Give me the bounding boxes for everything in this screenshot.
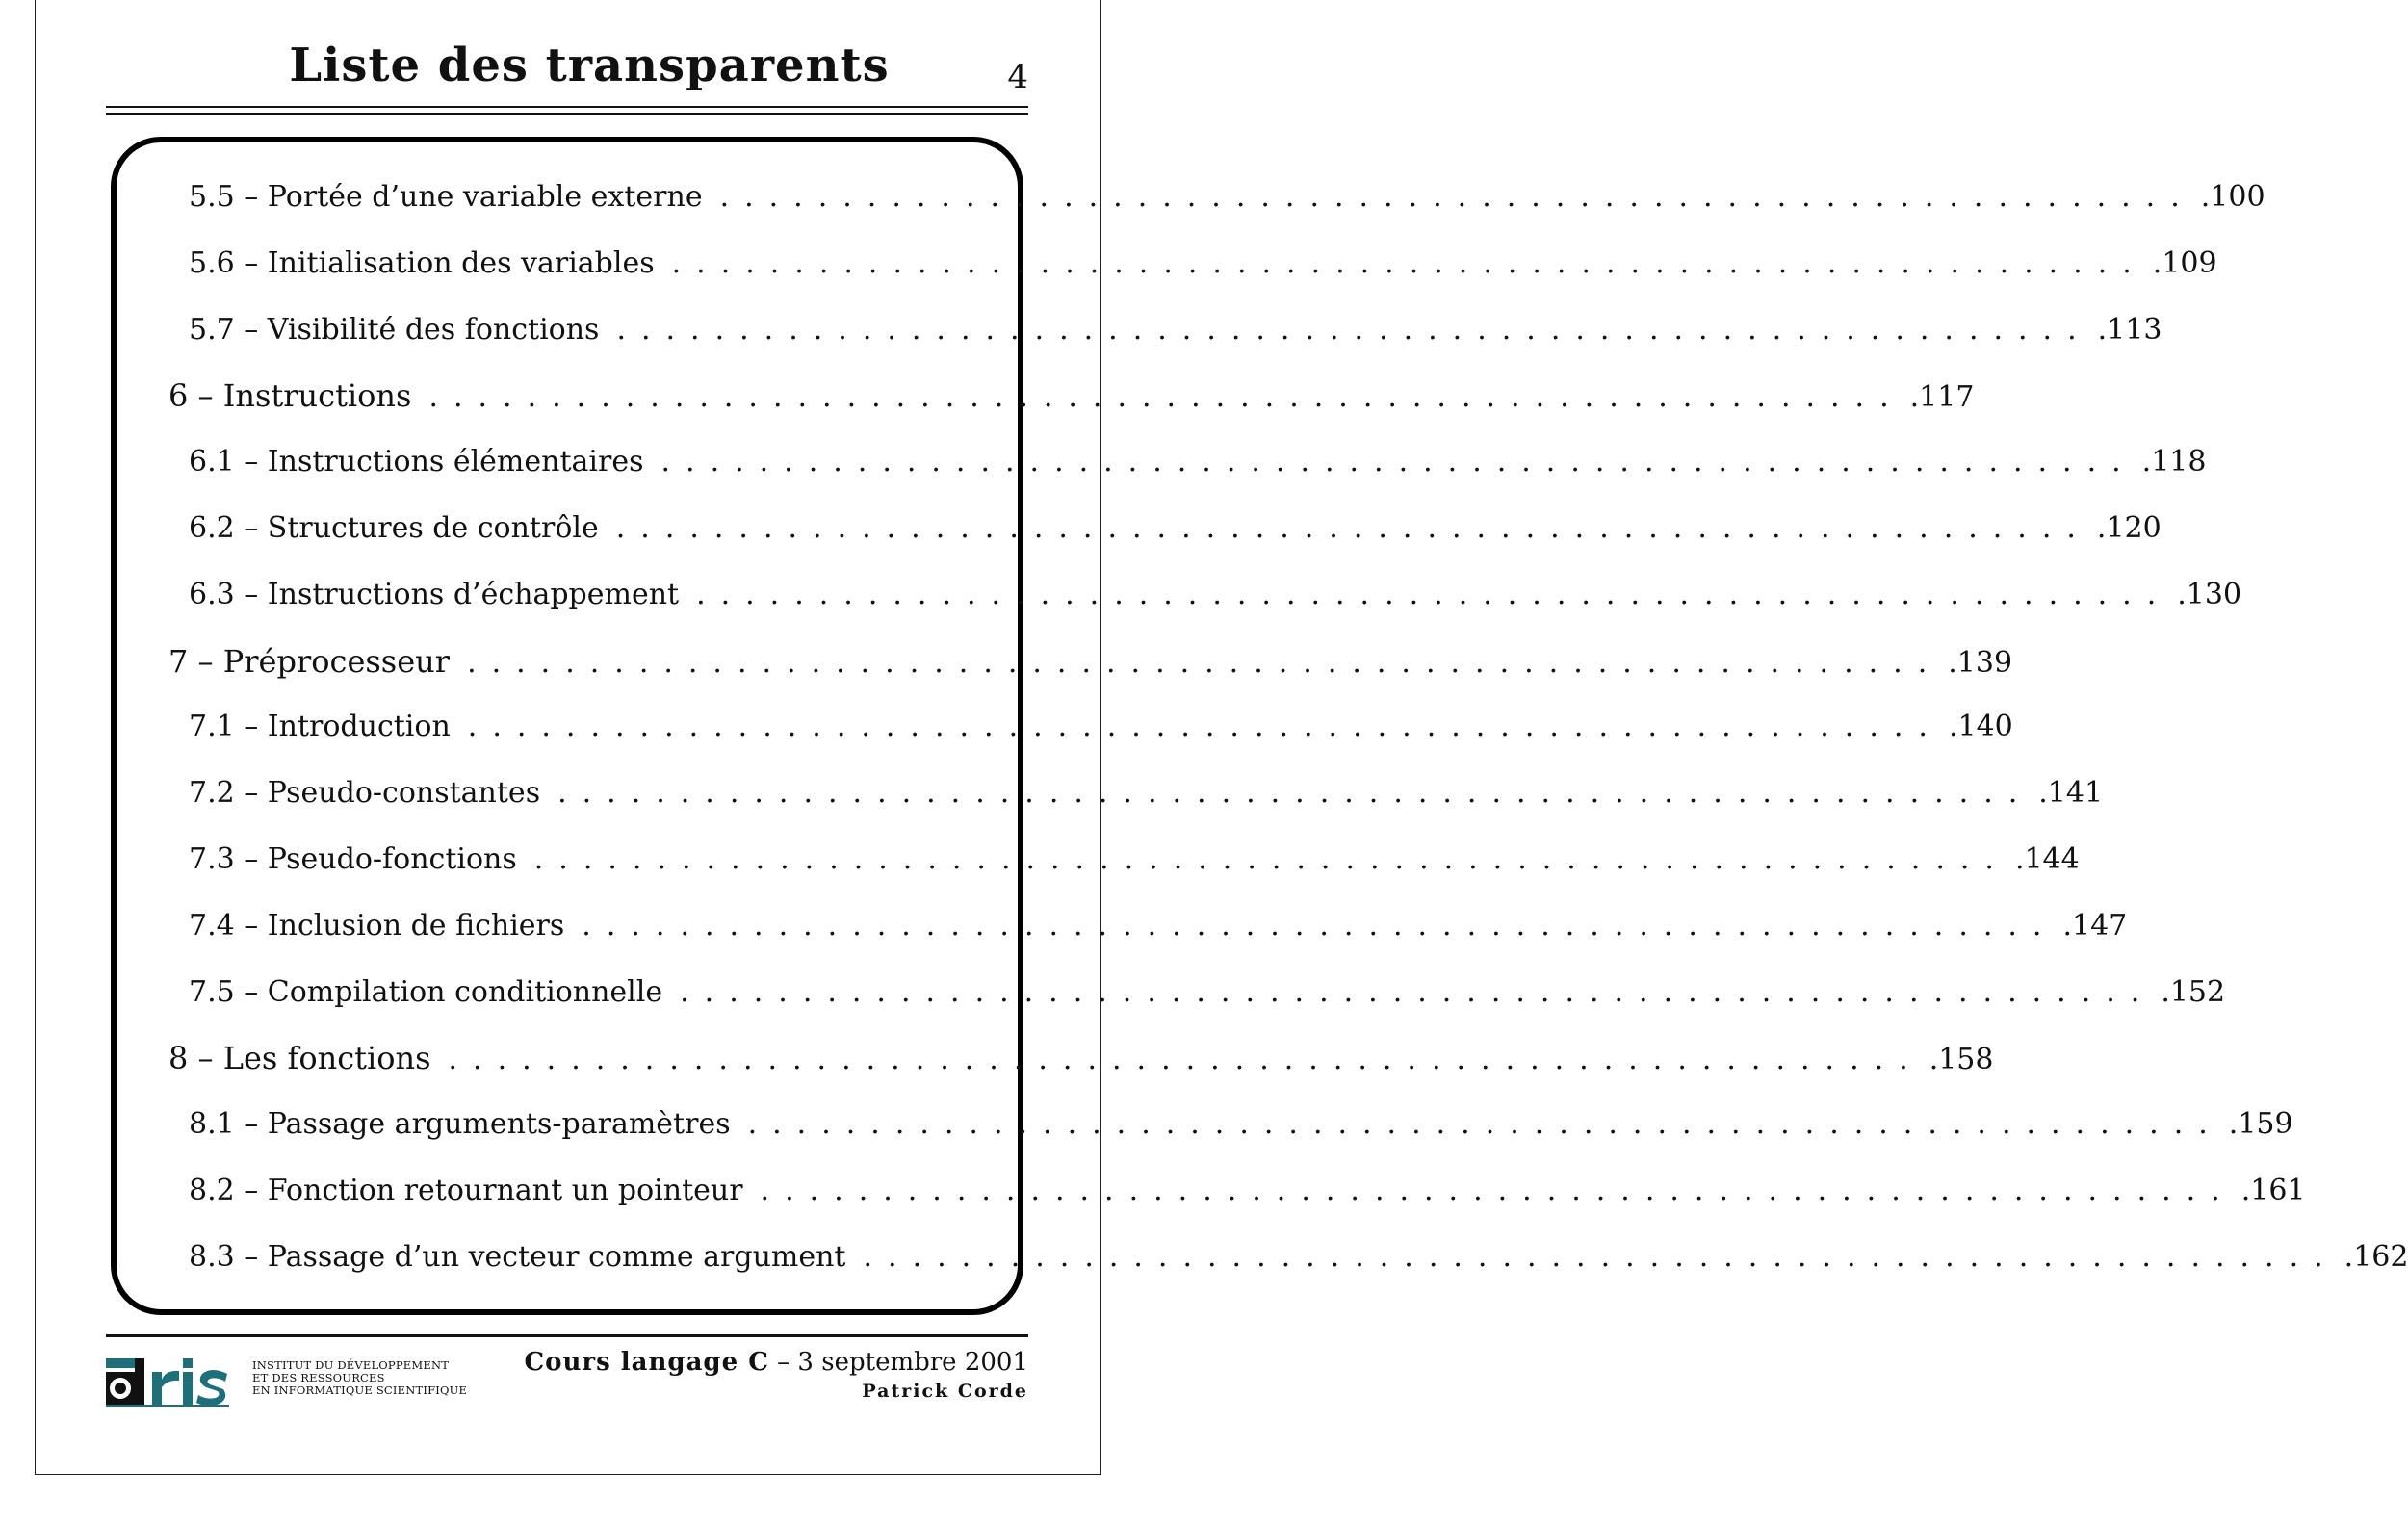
toc-entry-page: .159 bbox=[2228, 1107, 2293, 1142]
toc-entry-title: 7.3 – Pseudo-fonctions bbox=[189, 842, 517, 876]
toc-entry bbox=[117, 1032, 1994, 1084]
toc-dot-leader: ............................................................ bbox=[680, 974, 2156, 1009]
footer-rule bbox=[106, 1334, 1028, 1337]
toc-dot-leader: ............................................................ bbox=[696, 577, 2172, 611]
page-number: 4 bbox=[1007, 58, 1028, 96]
toc-entry-page: .162 bbox=[2343, 1239, 2408, 1274]
toc-entry bbox=[117, 436, 2207, 488]
toc-entry bbox=[117, 834, 2080, 886]
toc-entry-page: .140 bbox=[1948, 710, 2013, 744]
toc-entry-page: .120 bbox=[2096, 511, 2162, 545]
toc-dot-leader: ............................................................ bbox=[616, 312, 2092, 347]
toc-dot-leader: ............................................................ bbox=[863, 1239, 2339, 1274]
toc-entry-page: .117 bbox=[1909, 380, 1975, 415]
institute-line: EN INFORMATIQUE SCIENTIFIQUE bbox=[252, 1383, 468, 1397]
toc-dot-leader: ............................................................ bbox=[467, 645, 1943, 680]
toc-entry-title: 8.3 – Passage d’un vecteur comme argument bbox=[189, 1239, 846, 1274]
toc-entry-title: 8 – Les fonctions bbox=[168, 1040, 431, 1077]
toc-entry-title: 7.5 – Compilation conditionnelle bbox=[189, 974, 663, 1009]
page-title: Liste des transparents bbox=[289, 39, 890, 92]
toc-entry-title: 8.1 – Passage arguments-paramètres bbox=[189, 1107, 731, 1142]
toc-entry-title: 7.1 – Introduction bbox=[189, 710, 451, 744]
toc-entry-title: 7.2 – Pseudo-constantes bbox=[189, 776, 541, 811]
toc-entry bbox=[117, 701, 2013, 753]
toc-entry bbox=[117, 900, 2128, 952]
toc-dot-leader: ............................................................ bbox=[719, 180, 2195, 214]
institute-name bbox=[252, 1359, 467, 1397]
toc-entry bbox=[117, 171, 2266, 223]
toc-list bbox=[117, 142, 2408, 1309]
toc-entry-title: 7.4 – Inclusion de fichiers bbox=[189, 908, 565, 943]
toc-dot-leader: ............................................................ bbox=[660, 445, 2136, 479]
institute-line: INSTITUT DU DÉVELOPPEMENT bbox=[252, 1358, 450, 1372]
toc-entry-page: .147 bbox=[2062, 908, 2128, 943]
toc-entry-page: .139 bbox=[1948, 645, 2013, 680]
toc-entry-page: .109 bbox=[2152, 246, 2217, 280]
toc-entry bbox=[117, 1099, 2293, 1150]
toc-entry-title: 8.2 – Fonction retournant un pointeur bbox=[189, 1174, 743, 1207]
idris-logo bbox=[106, 1353, 231, 1407]
toc-entry bbox=[117, 767, 2104, 819]
toc-entry-title: 6.1 – Instructions élémentaires bbox=[189, 445, 644, 479]
toc-entry-page: .130 bbox=[2177, 577, 2242, 611]
toc-entry-page: .144 bbox=[2014, 842, 2080, 876]
institute-line: ET DES RESSOURCES bbox=[252, 1371, 385, 1384]
toc-entry-title: 6.3 – Instructions d’échappement bbox=[189, 577, 680, 611]
toc-entry bbox=[117, 569, 2242, 621]
toc-entry-title: 5.5 – Portée d’une variable externe bbox=[189, 180, 703, 214]
toc-dot-leader: ............................................................ bbox=[533, 842, 2009, 876]
toc-entry bbox=[117, 370, 1975, 422]
toc-entry-page: .158 bbox=[1929, 1043, 1994, 1077]
toc-entry-page: .161 bbox=[2240, 1174, 2306, 1207]
course-info bbox=[524, 1348, 1028, 1377]
toc-dot-leader: ............................................................ bbox=[448, 1043, 1924, 1077]
toc-dot-leader: ............................................................ bbox=[557, 776, 2033, 811]
toc-entry-page: .141 bbox=[2038, 776, 2104, 811]
toc-entry-title: 5.7 – Visibilité des fonctions bbox=[189, 312, 600, 347]
toc-box bbox=[111, 137, 2408, 1315]
course-title: Cours langage C bbox=[524, 1348, 769, 1377]
toc-entry-title: 6.2 – Structures de contrôle bbox=[189, 511, 599, 545]
author-name: Patrick Corde bbox=[862, 1381, 1028, 1402]
toc-dot-leader: ............................................................ bbox=[467, 710, 1943, 744]
toc-entry-title: 6 – Instructions bbox=[168, 377, 412, 415]
toc-entry-title: 5.6 – Initialisation des variables bbox=[189, 246, 655, 280]
toc-dot-leader: ............................................................ bbox=[582, 908, 2058, 943]
toc-entry bbox=[117, 503, 2162, 555]
toc-entry-page: .152 bbox=[2161, 974, 2226, 1009]
toc-entry-title: 7 – Préprocesseur bbox=[168, 642, 451, 680]
toc-entry-page: .100 bbox=[2200, 180, 2266, 214]
toc-entry-page: .113 bbox=[2097, 312, 2162, 347]
toc-entry bbox=[117, 304, 2162, 356]
toc-entry bbox=[117, 1165, 2306, 1217]
course-date: – 3 septembre 2001 bbox=[777, 1348, 1028, 1377]
toc-entry-page: .118 bbox=[2141, 445, 2207, 479]
toc-entry bbox=[117, 967, 2226, 1019]
toc-entry bbox=[117, 1231, 2408, 1283]
toc-dot-leader: ............................................................ bbox=[671, 246, 2147, 280]
toc-entry bbox=[117, 635, 2013, 687]
toc-dot-leader: ............................................................ bbox=[615, 511, 2091, 545]
toc-dot-leader: ............................................................ bbox=[760, 1174, 2236, 1207]
toc-dot-leader: ............................................................ bbox=[428, 380, 1904, 415]
header-double-rule bbox=[106, 106, 1028, 115]
toc-entry bbox=[117, 238, 2217, 290]
toc-dot-leader: ............................................................ bbox=[747, 1107, 2223, 1142]
